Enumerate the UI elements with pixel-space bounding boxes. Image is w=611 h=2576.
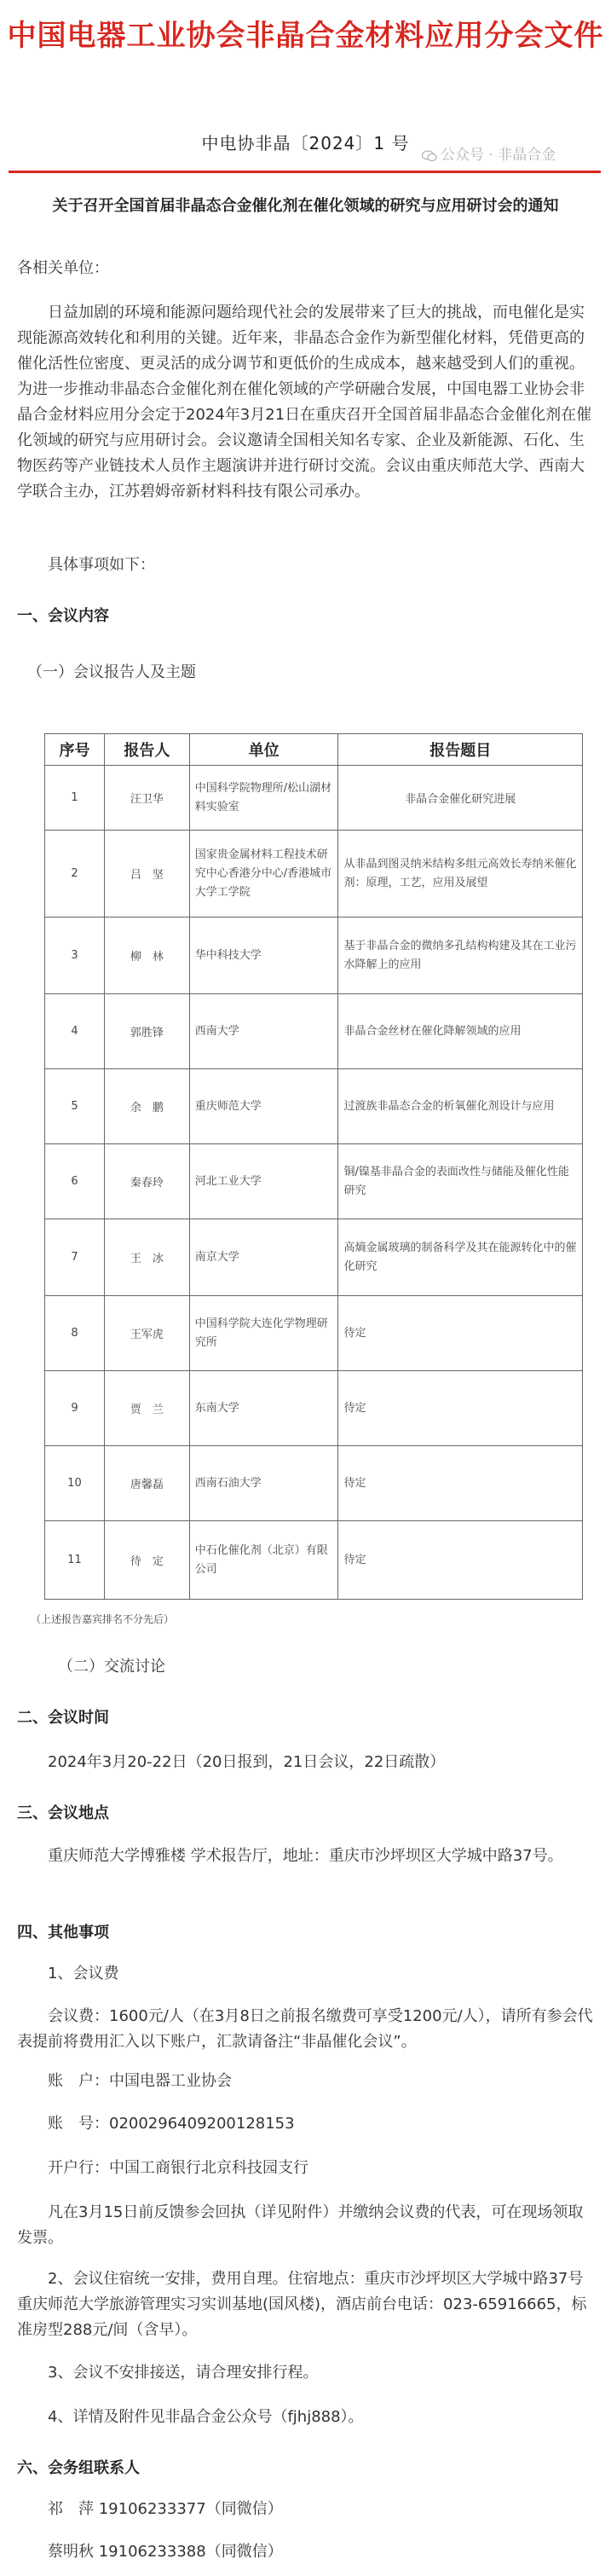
fee-title: 1、会议费 — [48, 1965, 119, 1983]
table-row — [45, 1069, 583, 1144]
cell-no: 10 — [45, 1446, 105, 1521]
cell-unit: 东南大学 — [189, 1371, 338, 1446]
contact-2: 蔡明秋 19106233388（同微信） — [48, 2543, 283, 2561]
receipt-text: 凡在3月15日前反馈参会回执（详见附件）并缴纳会议费的代表，可在现场领取发票。 — [17, 2203, 584, 2247]
cell-speaker: 郭胜锋 — [104, 994, 189, 1069]
specifics-intro: 具体事项如下： — [48, 556, 155, 574]
cell-topic: 非晶合金丝材在催化降解领域的应用 — [338, 994, 583, 1069]
cell-topic: 非晶合金催化研究进展 — [338, 766, 583, 831]
cell-no: 11 — [45, 1521, 105, 1600]
cell-topic: 铜/镍基非晶合金的表面改性与储能及催化性能研究 — [338, 1144, 583, 1219]
fee-text: 会议费：1600元/人（在3月8日之前报名缴费可享受1200元/人），请所有参会代表提前将费用汇入以下账户，汇款请备注“非晶催化会议”。 — [17, 2007, 593, 2051]
bank-name: 开户行：中国工商银行北京科技园支行 — [48, 2159, 308, 2177]
cell-topic: 待定 — [338, 1446, 583, 1521]
cell-unit: 国家贵金属材料工程技术研究中心香港分中心/香港城市大学工学院 — [189, 831, 338, 918]
cell-unit: 南京大学 — [189, 1219, 338, 1296]
cell-no: 8 — [45, 1296, 105, 1371]
table-row — [45, 994, 583, 1069]
org-header-title: 中国电器工业协会非晶合金材料应用分会文件 — [7, 19, 604, 53]
cell-topic: 待定 — [338, 1371, 583, 1446]
cell-topic: 过渡族非晶态合金的析氧催化剂设计与应用 — [338, 1069, 583, 1144]
cell-no: 5 — [45, 1069, 105, 1144]
notice-title: 关于召开全国首届非晶态合金催化剂在催化领域的研究与应用研讨会的通知 — [52, 197, 559, 215]
subsection-discussion: （二）交流讨论 — [58, 1658, 165, 1676]
wechat-icon — [422, 149, 437, 161]
table-row — [45, 1219, 583, 1296]
table-row — [45, 1144, 583, 1219]
salutation: 各相关单位： — [17, 259, 109, 277]
section-heading-venue: 三、会议地点 — [17, 1804, 109, 1822]
cell-speaker: 唐馨磊 — [104, 1446, 189, 1521]
cell-speaker: 汪卫华 — [104, 766, 189, 831]
meeting-time: 2024年3月20-22日（20日报到，21日会议，22日疏散） — [48, 1753, 446, 1771]
table-row — [45, 1521, 583, 1600]
cell-speaker: 秦春玲 — [104, 1144, 189, 1219]
table-row — [45, 1446, 583, 1521]
details-text: 4、详情及附件见非晶合金公众号（fjhj888）。 — [48, 2408, 364, 2426]
cell-unit: 中石化催化剂（北京）有限公司 — [189, 1521, 338, 1600]
cell-no: 2 — [45, 831, 105, 918]
cell-unit: 西南大学 — [189, 994, 338, 1069]
subsection-speakers: （一）会议报告人及主题 — [27, 663, 196, 681]
document-number: 中电协非晶〔2024〕1 号 — [201, 133, 410, 153]
cell-speaker: 王军虎 — [104, 1296, 189, 1371]
cell-no: 1 — [45, 766, 105, 831]
cell-no: 4 — [45, 994, 105, 1069]
cell-topic: 基于非晶合金的微纳多孔结构构建及其在工业污水降解上的应用 — [338, 918, 583, 994]
col-header-no: 序号 — [45, 734, 105, 766]
cell-speaker: 余 鹏 — [104, 1069, 189, 1144]
table-row — [45, 1296, 583, 1371]
lodging-text: 2、会议住宿统一安排，费用自理。住宿地点：重庆市沙坪坝区大学城中路37号重庆师范大学旅游管理实习实训基地(国风楼)，酒店前台电话：023-65916665，标准房型288元/间（含早）。 — [17, 2270, 587, 2339]
transport-text: 3、会议不安排接送，请合理安排行程。 — [48, 2364, 319, 2382]
cell-unit: 中国科学院物理所/松山湖材料实验室 — [189, 766, 338, 831]
cell-no: 3 — [45, 918, 105, 994]
cell-unit: 重庆师范大学 — [189, 1069, 338, 1144]
cell-topic: 待定 — [338, 1296, 583, 1371]
section-heading-content: 一、会议内容 — [17, 607, 109, 625]
cell-speaker: 贾 兰 — [104, 1371, 189, 1446]
cell-unit: 河北工业大学 — [189, 1144, 338, 1219]
table-row — [45, 831, 583, 918]
cell-unit: 中国科学院大连化学物理研究所 — [189, 1296, 338, 1371]
col-header-unit: 单位 — [189, 734, 338, 766]
account-number: 账 号：0200296409200128153 — [48, 2115, 295, 2133]
table-note: （上述报告嘉宾排名不分先后） — [31, 1613, 175, 1625]
section-heading-time: 二、会议时间 — [17, 1709, 109, 1727]
cell-unit: 西南石油大学 — [189, 1446, 338, 1521]
red-divider — [9, 171, 601, 173]
cell-topic: 高熵金属玻璃的制备科学及其在能源转化中的催化研究 — [338, 1219, 583, 1296]
cell-speaker: 王 冰 — [104, 1219, 189, 1296]
cell-unit: 华中科技大学 — [189, 918, 338, 994]
cell-speaker: 待 定 — [104, 1521, 189, 1600]
contact-1: 祁 萍 19106233377（同微信） — [48, 2500, 283, 2518]
col-header-topic: 报告题目 — [338, 734, 583, 766]
table-row — [45, 766, 583, 831]
speaker-table — [44, 733, 583, 1600]
cell-speaker: 柳 林 — [104, 918, 189, 994]
intro-paragraph: 日益加剧的环境和能源问题给现代社会的发展带来了巨大的挑战，而电催化是实现能源高效转化和利用的关键。近年来，非晶态合金作为新型催化材料，凭借更高的催化活性位密度、更灵活的成分调节和更低价的生成成本，越来越受到人们的重视。为进一步推动非晶态合金催化剂在催化领域的产学研融合发展，中国电器工业协会非晶合金材料应用分会定于2024年3月21日在重庆召开全国首届非晶态合金催化剂在催化领域的研究与应用研讨会。会议邀请全国相关知名专家、企业及新能源、石化、生物医药等产业链技术人员作主题演讲并进行研讨交流。会议由重庆师范大学、西南大学联合主办，江苏碧姆帝新材料科技有限公司承办。 — [17, 304, 592, 501]
meeting-venue: 重庆师范大学博雅楼 学术报告厅，地址：重庆市沙坪坝区大学城中路37号。 — [48, 1847, 563, 1865]
cell-topic: 待定 — [338, 1521, 583, 1600]
col-header-speaker: 报告人 — [104, 734, 189, 766]
table-row — [45, 1371, 583, 1446]
cell-no: 7 — [45, 1219, 105, 1296]
cell-no: 9 — [45, 1371, 105, 1446]
cell-speaker: 吕 坚 — [104, 831, 189, 918]
table-header-row — [45, 734, 583, 766]
watermark-text: 公众号 · 非晶合金 — [441, 147, 556, 164]
section-heading-contacts: 六、会务组联系人 — [17, 2459, 140, 2477]
account-name: 账 户：中国电器工业协会 — [48, 2072, 232, 2090]
section-heading-other: 四、其他事项 — [17, 1924, 109, 1942]
cell-topic: 从非晶到图灵纳米结构多组元高效长寿纳米催化剂：原理，工艺，应用及展望 — [338, 831, 583, 918]
cell-no: 6 — [45, 1144, 105, 1219]
watermark — [422, 142, 556, 164]
table-row — [45, 918, 583, 994]
